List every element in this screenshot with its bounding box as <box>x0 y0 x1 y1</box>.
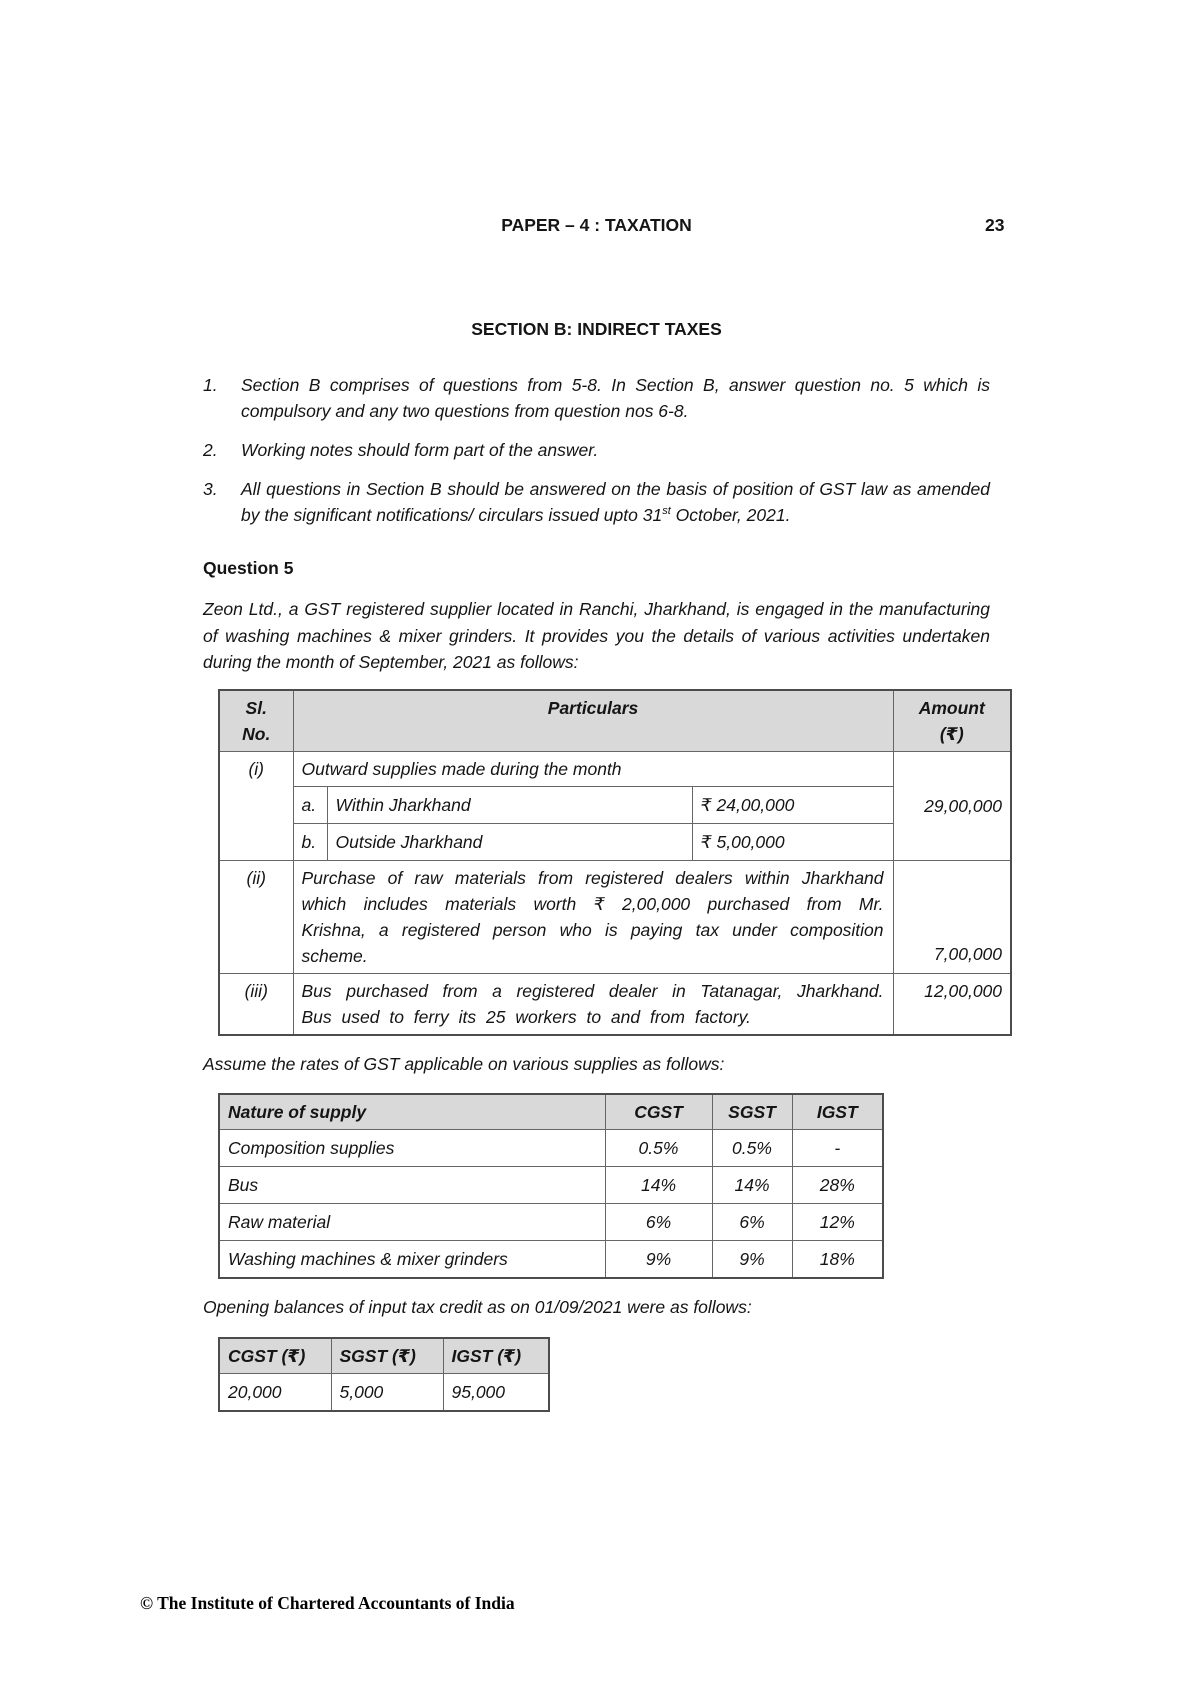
instruction-list <box>203 372 990 528</box>
instruction-text-part: October, 2021. <box>670 505 791 525</box>
table-row <box>219 823 1011 860</box>
question-intro: Zeon Ltd., a GST registered supplier located in Ranchi, Jharkhand, is engaged in the manufacturing of washing machines & mixer grinders. It provides you the details of various activities undertaken during the month of September, 2021 as follows: <box>203 599 990 672</box>
rate-sgst: 6% <box>712 1204 792 1241</box>
instruction-text: Section B comprises of questions from 5-8. In Section B, answer question no. 5 which is compulsory and any two questions from question nos 6-8. <box>241 375 990 421</box>
row-ii-amount: 7,00,000 <box>893 860 1011 973</box>
header-igst: IGST <box>792 1094 883 1130</box>
instruction-text <box>241 476 990 528</box>
sub-row-label: a. <box>293 786 327 823</box>
instruction-number: 3. <box>203 479 218 499</box>
sub-row-value: ₹ 5,00,000 <box>692 823 893 860</box>
header-amount <box>893 690 1011 752</box>
section-title: SECTION B: INDIRECT TAXES <box>471 319 722 339</box>
rates-table <box>218 1093 884 1279</box>
header-sl-line2: No. <box>242 723 271 744</box>
instruction-item <box>203 476 990 528</box>
rate-igst: - <box>792 1130 883 1167</box>
rate-sgst: 14% <box>712 1167 792 1204</box>
table-row <box>219 1204 883 1241</box>
table-row <box>219 1241 883 1279</box>
table-row <box>219 973 1011 1035</box>
instruction-number: 2. <box>203 440 218 460</box>
header-particulars: Particulars <box>293 690 893 752</box>
rate-sgst: 9% <box>712 1241 792 1279</box>
header-sgst-amount: SGST (₹) <box>331 1338 443 1374</box>
row-iii-sl: (iii) <box>219 973 293 1035</box>
header-cgst-amount: CGST (₹) <box>219 1338 331 1374</box>
rate-nature: Raw material <box>219 1204 605 1241</box>
instruction-item <box>203 437 990 463</box>
header-amount-line1: Amount <box>918 697 985 718</box>
sub-row-label: b. <box>293 823 327 860</box>
header-amount-line2: (₹) <box>939 723 964 744</box>
rate-cgst: 6% <box>605 1204 712 1241</box>
table-header-row <box>219 1094 883 1130</box>
rate-igst: 18% <box>792 1241 883 1279</box>
table-row <box>219 1130 883 1167</box>
footer-copyright: © The Institute of Chartered Accountants of India <box>140 1593 515 1613</box>
row-i-title: Outward supplies made during the month <box>293 751 893 786</box>
rate-cgst: 14% <box>605 1167 712 1204</box>
rate-nature: Washing machines & mixer grinders <box>219 1241 605 1279</box>
rate-nature: Bus <box>219 1167 605 1204</box>
sub-row-particular: Within Jharkhand <box>327 786 692 823</box>
opening-balance-intro: Opening balances of input tax credit as on 01/09/2021 were as follows: <box>203 1297 752 1317</box>
header-sl-no <box>219 690 293 752</box>
sub-row-particular: Outside Jharkhand <box>327 823 692 860</box>
table-header-row <box>219 1338 549 1374</box>
sub-row-value: ₹ 24,00,000 <box>692 786 893 823</box>
header-sl-line1: Sl. <box>245 697 267 718</box>
table-row <box>219 860 1011 973</box>
rate-cgst: 0.5% <box>605 1130 712 1167</box>
header-igst-amount: IGST (₹) <box>443 1338 549 1374</box>
activities-table <box>218 689 1012 1036</box>
ordinal-superscript: st <box>662 505 671 518</box>
row-ii-text: Purchase of raw materials from registered dealers within Jharkhand which includes materials worth ₹ 2,00,000 purchased from Mr. Krishna, a registered person who is paying tax under composition scheme. <box>293 860 893 973</box>
row-iii-text: Bus purchased from a registered dealer in Tatanagar, Jharkhand. Bus used to ferry its 25 workers to and from factory. <box>293 973 893 1035</box>
opening-sgst-value: 5,000 <box>331 1373 443 1411</box>
opening-igst-value: 95,000 <box>443 1373 549 1411</box>
header-sgst: SGST <box>712 1094 792 1130</box>
question-title: Question 5 <box>203 558 294 578</box>
running-header <box>203 212 1005 236</box>
header-nature-of-supply: Nature of supply <box>219 1094 605 1130</box>
header-cgst: CGST <box>605 1094 712 1130</box>
table-row <box>219 786 1011 823</box>
instruction-number: 1. <box>203 375 218 395</box>
row-iii-amount: 12,00,000 <box>893 973 1011 1035</box>
table-row <box>219 751 1011 786</box>
row-i-amount: 29,00,000 <box>893 751 1011 860</box>
instruction-item <box>203 372 990 424</box>
rate-cgst: 9% <box>605 1241 712 1279</box>
page-title: PAPER – 4 : TAXATION <box>501 215 692 235</box>
rates-intro: Assume the rates of GST applicable on various supplies as follows: <box>203 1053 725 1074</box>
page-content <box>203 212 1005 1412</box>
table-row <box>219 1373 549 1411</box>
opening-balance-table <box>218 1337 550 1412</box>
table-row <box>219 1167 883 1204</box>
page-number: 23 <box>985 215 1005 235</box>
opening-cgst-value: 20,000 <box>219 1373 331 1411</box>
rate-igst: 28% <box>792 1167 883 1204</box>
rate-sgst: 0.5% <box>712 1130 792 1167</box>
row-ii-sl: (ii) <box>219 860 293 973</box>
instruction-text-part: All questions in Section B should be answered on the basis of position of GST law as amended by the significant notifications/ circulars issued upto 31 <box>241 479 990 525</box>
row-i-sl: (i) <box>219 751 293 860</box>
rate-nature: Composition supplies <box>219 1130 605 1167</box>
table-header-row <box>219 690 1011 752</box>
instruction-text: Working notes should form part of the answer. <box>241 440 599 460</box>
rate-igst: 12% <box>792 1204 883 1241</box>
